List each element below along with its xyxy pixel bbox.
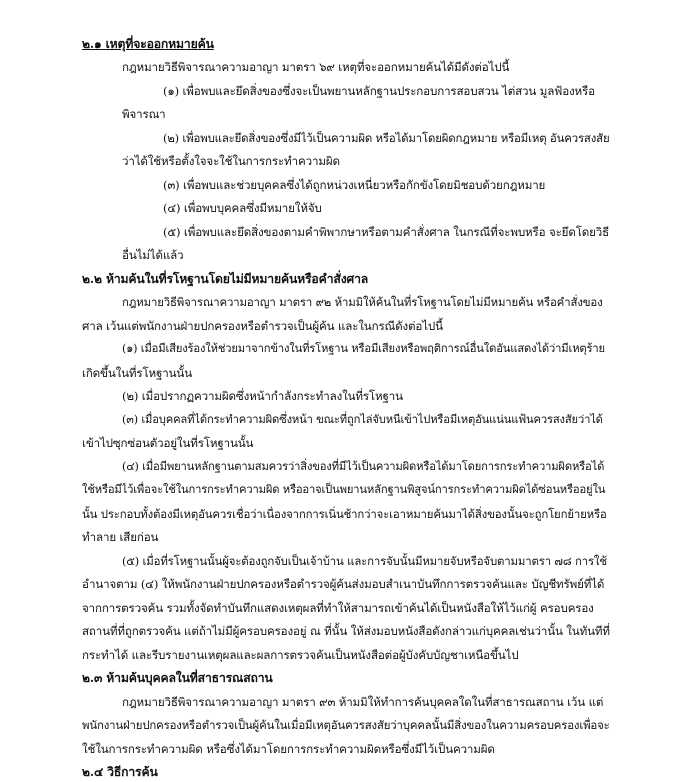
- list-item-continuation: ว่าได้ใช้หรือตั้งใจจะใช้ในการกระทำความผิด: [122, 154, 340, 168]
- paragraph-line: ใช้ในการกระทำความผิด หรือซึ่งได้มาโดยการกระทำความผิดหรือซึ่งมีไว้เป็นความผิด: [82, 742, 495, 756]
- list-item-line: (๕) เมื่อที่รโหฐานนั้นผู้จะต้องถูกจับเป็นเจ้าบ้าน และการจับนั้นมีหมายจับหรือจับตามมาตรา ๗๘ การใช้: [122, 554, 607, 568]
- list-item-continuation: นั้น ประกอบทั้งต้องมีเหตุอันควรเชื่อว่าเนื่องจากการเนิ่นช้ากว่าจะเอาหมายค้นมาได้สิ่งของนั้นจะถูกโยกย้ายหรือ: [82, 507, 607, 521]
- paragraph-line: พนักงานฝ่ายปกครองหรือตำรวจเป็นผู้ค้นในเมื่อมีเหตุอันควรสงสัยว่าบุคคลนั้นมีสิ่งของในความครอบครองเพื่อจะ: [82, 718, 610, 732]
- list-item-line: (๑) เมื่อมีเสียงร้องให้ช่วยมาจากข้างในที่รโหฐาน หรือมีเสียงหรือพฤติการณ์อื่นใดอันแสดงได้ว่ามีเหตุร้าย: [122, 342, 605, 355]
- paragraph-line: กฎหมายวิธีพิจารณาความอาญา มาตรา ๙๒ ห้ามมิให้ค้นในที่รโหฐานโดยไม่มีหมายค้น หรือคำสั่งของ: [122, 295, 603, 309]
- list-item-line: (๒) เพื่อพบและยึดสิ่งของซึ่งมีไว้เป็นความผิด หรือได้มาโดยผิดกฎหมาย หรือมีเหตุ อันควรสงสัย: [163, 131, 610, 145]
- list-item-continuation: อื่นไม่ได้แล้ว: [122, 248, 184, 262]
- list-item-continuation: จากการตรวจค้น รวมทั้งจัดทำบันทึกแสดงเหตุผลที่ทำให้สามารถเข้าค้นได้เป็นหนังสือให้ไว้แก่ผู้ ครอบครอง: [82, 601, 594, 615]
- list-item-continuation: สถานที่ที่ถูกตรวจค้น แต่ถ้าไม่มีผู้ครอบครองอยู่ ณ ที่นั้น ให้ส่งมอบหนังสือดังกล่าวแก่บุคคลเช่นว่านั้น ในทันทีที่: [82, 624, 610, 638]
- list-item-continuation: ใช้หรือมีไว้เพื่อจะใช้ในการกระทำความผิด หรืออาจเป็นพยานหลักฐานพิสูจน์การกระทำความผิดได้ซ่อนหรืออยู่ใน: [82, 483, 606, 496]
- section-heading-2-1: ๒.๑ เหตุที่จะออกหมายค้น: [82, 37, 214, 51]
- list-item-continuation: พิจารณา: [122, 107, 166, 121]
- paragraph-line: กฎหมายวิธีพิจารณาความอาญา มาตรา ๖๙ เหตุที่จะออกหมายค้นได้มีดังต่อไปนี้: [122, 60, 510, 74]
- list-item-continuation: ทำลาย เสียก่อน: [82, 530, 159, 544]
- list-item-line: (๓) เพื่อพบและช่วยบุคคลซึ่งได้ถูกหน่วงเหนี่ยวหรือกักขังโดยมิชอบด้วยกฎหมาย: [163, 178, 546, 192]
- list-item-continuation: เกิดขึ้นในที่รโหฐานนั้น: [82, 366, 192, 380]
- section-heading-2-4: ๒.๔ วิธีการค้น: [82, 765, 158, 779]
- paragraph-line: ศาล เว้นแต่พนักงานฝ่ายปกครองหรือตำรวจเป็นผู้ค้น และในกรณีดังต่อไปนี้: [82, 319, 443, 333]
- list-item-line: (๑) เพื่อพบและยึดสิ่งของซึ่งจะเป็นพยานหลักฐานประกอบการสอบสวน ไต่สวน มูลฟ้องหรือ: [163, 84, 595, 98]
- list-item-continuation: เข้าไปซุกซ่อนตัวอยู่ในที่รโหฐานนั้น: [82, 436, 254, 450]
- list-item-line: (๒) เมื่อปรากฏความผิดซึ่งหน้ากำลังกระทำลงในที่รโหฐาน: [122, 389, 403, 403]
- list-item-line: (๔) เมื่อมีพยานหลักฐานตามสมควรว่าสิ่งของที่มีไว้เป็นความผิดหรือได้มาโดยการกระทำความผิดหรือได้: [122, 460, 605, 473]
- list-item-continuation: อำนาจตาม (๔) ให้พนักงานฝ่ายปกครองหรือตำรวจผู้ค้นส่งมอบสำเนาบันทึกการตรวจค้นและ บัญชีทรัพย์ที่ได้: [82, 577, 605, 591]
- paragraph-line: กฎหมายวิธีพิจารณาความอาญา มาตรา ๙๓ ห้ามมิให้ทำการค้นบุคคลใดในที่สาธารณสถาน เว้น แต่: [122, 695, 604, 709]
- list-item-continuation: กระทำได้ และรีบรายงานเหตุผลและผลการตรวจค้นเป็นหนังสือต่อผู้บังคับบัญชาเหนือขึ้นไป: [82, 648, 519, 662]
- section-heading-2-2: ๒.๒ ห้ามค้นในที่รโหฐานโดยไม่มีหมายค้นหรือคำสั่งศาล: [82, 272, 369, 286]
- list-item-line: (๓) เมื่อบุคคลที่ได้กระทำความผิดซึ่งหน้า ขณะที่ถูกไล่จับหนีเข้าไปหรือมีเหตุอันแน่นแฟ้นควรสงสัยว่าได้: [122, 413, 603, 426]
- list-item-line: (๕) เพื่อพบและยึดสิ่งของตามคำพิพากษาหรือตามคำสั่งศาล ในกรณีที่จะพบหรือ จะยึดโดยวิธี: [163, 225, 610, 239]
- section-heading-2-3: ๒.๓ ห้ามค้นบุคคลในที่สาธารณสถาน: [82, 671, 273, 685]
- list-item-line: (๔) เพื่อพบบุคคลซึ่งมีหมายให้จับ: [163, 201, 322, 215]
